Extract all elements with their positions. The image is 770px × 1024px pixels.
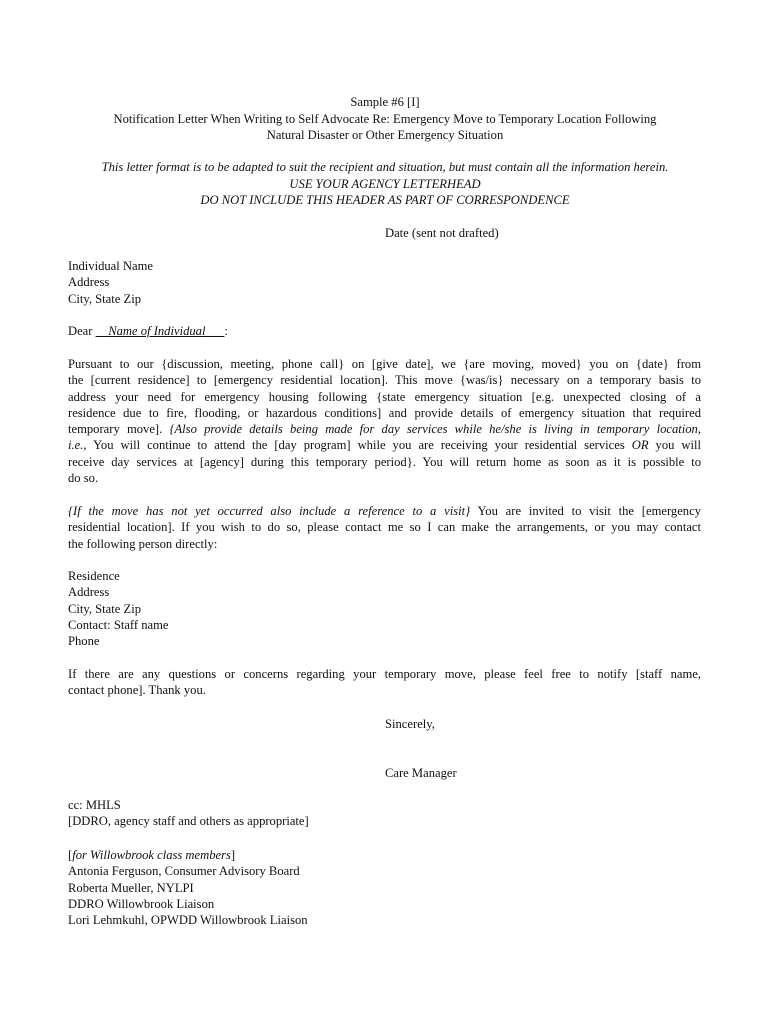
- cc-line: cc: MHLS: [68, 798, 121, 812]
- paragraph-1-line: address your need for emergency housing following {state emergency situation [e.g. unexpected closing of a: [68, 389, 701, 404]
- contact-block: [68, 568, 169, 649]
- bracket-close: ]: [230, 848, 236, 862]
- paragraph-1-text: you will: [648, 438, 701, 453]
- paragraph-1: [68, 356, 701, 486]
- letter-title-line1: Notification Letter When Writing to Self Advocate Re: Emergency Move to Temporary Location Following: [113, 112, 657, 126]
- paragraph-1-text: You will continue to attend the [day program] while you are receiving your residential services: [86, 438, 632, 453]
- paragraph-1-line: receive day services at [agency] during this temporary period}. You will return home as soon as it is possible to: [68, 454, 701, 469]
- paragraph-1-line: residence due to fire, flooding, or hazardous conditions] and provide details of emergency situation that required: [68, 405, 701, 420]
- salutation-blank-after: ___: [205, 324, 225, 338]
- bracket-open: [: [68, 848, 73, 862]
- closing-sincerely: Sincerely,: [385, 717, 435, 731]
- paragraph-3: [68, 666, 701, 699]
- paragraph-3-line: contact phone]. Thank you.: [68, 683, 206, 698]
- sample-label: Sample #6 [I]: [350, 95, 420, 109]
- instruction-line3: DO NOT INCLUDE THIS HEADER AS PART OF CORRESPONDENCE: [200, 193, 570, 207]
- paragraph-1-line: [68, 437, 701, 453]
- salutation: [68, 323, 228, 339]
- paragraph-1-text: temporary move].: [68, 422, 170, 437]
- paragraph-1-italic-note: {Also provide details being made for day services while he/she is living in temporary location,: [169, 422, 701, 437]
- salutation-prefix: Dear: [68, 324, 96, 338]
- salutation-colon: :: [224, 324, 228, 338]
- instruction-line1: This letter format is to be adapted to suit the recipient and situation, but must contain all the information herein.: [101, 160, 669, 174]
- paragraph-2-line: [68, 503, 701, 519]
- willowbrook-heading: [68, 847, 308, 863]
- contact-city: City, State Zip: [68, 601, 141, 616]
- paragraph-1-italic-or: OR: [631, 438, 649, 453]
- cc-line: [DDRO, agency staff and others as appropriate]: [68, 814, 309, 829]
- paragraph-2-text: You are invited to visit the [emergency: [470, 504, 701, 518]
- cc-block: [68, 797, 309, 830]
- paragraph-2-italic-note: {If the move has not yet occurred also include a reference to a visit}: [68, 504, 471, 518]
- paragraph-1-line: do so.: [68, 471, 99, 486]
- paragraph-1-italic-ie: i.e.,: [68, 438, 87, 453]
- paragraph-1-line: the [current residence] to [emergency residential location]. This move {was/is} necessary on a temporary basis to: [68, 373, 701, 388]
- contact-staff: Contact: Staff name: [68, 617, 169, 632]
- salutation-blank-before: __: [95, 324, 109, 338]
- date-line: Date (sent not drafted): [385, 226, 499, 240]
- willowbrook-label: for Willowbrook class members: [72, 848, 231, 862]
- willowbrook-member: DDRO Willowbrook Liaison: [68, 896, 215, 911]
- paragraph-1-line: Pursuant to our {discussion, meeting, phone call} on [give date], we {are moving, moved} you on {date} from: [68, 357, 701, 371]
- recipient-name: Individual Name: [68, 259, 153, 273]
- recipient-city: City, State Zip: [68, 291, 141, 306]
- contact-phone: Phone: [68, 634, 100, 649]
- willowbrook-member: Roberta Mueller, NYLPI: [68, 880, 194, 895]
- paragraph-2: [68, 503, 701, 552]
- recipient-block: [68, 258, 153, 307]
- contact-address: Address: [68, 585, 110, 600]
- willowbrook-block: [68, 847, 308, 928]
- paragraph-3-line: If there are any questions or concerns regarding your temporary move, please feel free to notify [staff name,: [68, 667, 701, 681]
- recipient-address: Address: [68, 275, 110, 290]
- willowbrook-member: Lori Lehmkuhl, OPWDD Willowbrook Liaison: [68, 913, 308, 928]
- salutation-name-placeholder: Name of Individual: [108, 324, 206, 338]
- contact-residence: Residence: [68, 569, 120, 583]
- paragraph-1-line: [68, 421, 701, 437]
- paragraph-2-line: the following person directly:: [68, 536, 218, 551]
- instruction-line2: USE YOUR AGENCY LETTERHEAD: [289, 177, 481, 191]
- willowbrook-member: Antonia Ferguson, Consumer Advisory Board: [68, 864, 300, 879]
- closing-signer: Care Manager: [385, 766, 457, 780]
- paragraph-2-line: residential location]. If you wish to do so, please contact me so I can make the arrangements, or you may contact: [68, 520, 701, 535]
- letter-title-line2: Natural Disaster or Other Emergency Situation: [266, 128, 504, 142]
